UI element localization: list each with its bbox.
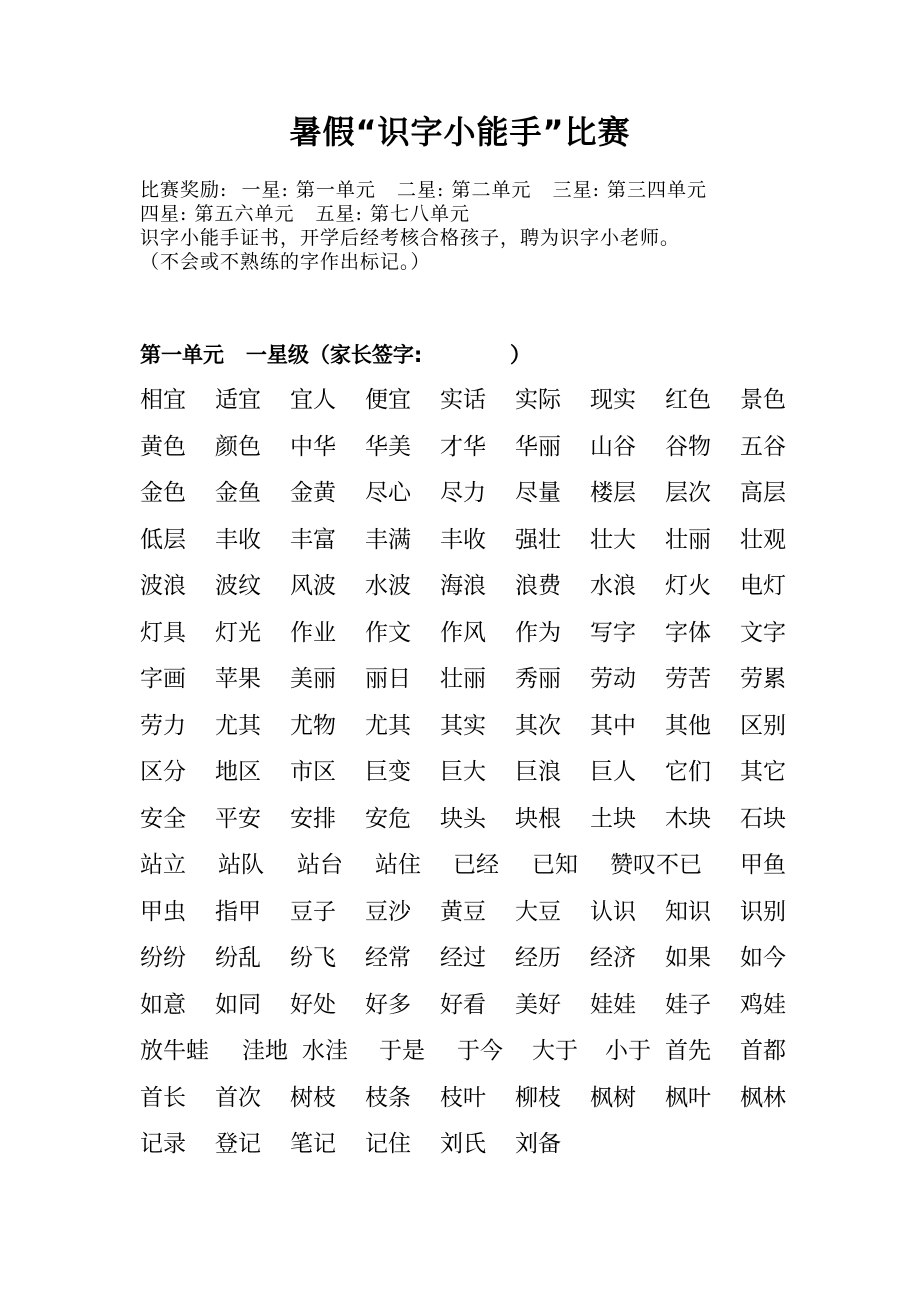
- word-row: [140, 709, 820, 756]
- word-item: 其中: [590, 712, 636, 739]
- word-item: 作为: [515, 619, 561, 646]
- word-item: 巨浪: [515, 759, 561, 785]
- word-item: 枫树: [590, 1084, 636, 1111]
- marking-instruction: （不会或不熟练的字作出标记。）: [140, 251, 431, 273]
- word-item: 洼地: [242, 1038, 288, 1064]
- word-item: 娃娃: [590, 991, 636, 1018]
- word-item: 纷纷: [140, 945, 186, 971]
- word-item: 枝叶: [440, 1084, 486, 1111]
- word-item: 于今: [457, 1038, 503, 1064]
- word-item: 其他: [665, 712, 711, 739]
- word-item: 知识: [665, 898, 711, 925]
- word-item: 谷物: [665, 433, 711, 460]
- word-item: 认识: [590, 898, 636, 925]
- word-item: 作文: [365, 619, 411, 646]
- word-item: 鸡娃: [740, 991, 786, 1018]
- word-item: 高层: [740, 480, 786, 506]
- word-item: 宜人: [290, 387, 336, 413]
- word-item: 才华: [440, 433, 486, 460]
- word-item: 尤物: [290, 712, 336, 739]
- word-item: 站队: [218, 852, 264, 878]
- word-item: 作业: [290, 619, 336, 646]
- unit-heading: 第一单元 一星级（家长签字: ）: [140, 343, 532, 367]
- word-item: 纷乱: [215, 945, 261, 971]
- word-item: 灯光: [215, 619, 261, 646]
- word-item: 美好: [515, 991, 561, 1018]
- word-item: 丰收: [440, 526, 486, 553]
- certificate-note: 识字小能手证书，开学后经考核合格孩子，聘为识字小老师。: [140, 227, 681, 249]
- word-item: 区分: [140, 759, 186, 785]
- word-item: 站立: [140, 852, 186, 878]
- word-item: 尽力: [440, 480, 486, 506]
- word-item: 字体: [665, 619, 711, 646]
- page-title: 暑假“识字小能手”比赛: [289, 113, 631, 151]
- word-item: 经过: [440, 945, 486, 971]
- word-item: 甲虫: [140, 898, 186, 925]
- word-item: 壮丽: [440, 666, 486, 692]
- word-row: [140, 848, 820, 895]
- word-item: 劳累: [740, 666, 786, 692]
- word-item: 已知: [532, 852, 578, 878]
- word-item: 丽日: [365, 666, 411, 692]
- word-item: 笔记: [290, 1131, 336, 1157]
- word-item: 识别: [740, 898, 786, 925]
- word-item: 黄色: [140, 433, 186, 460]
- word-item: 首长: [140, 1084, 186, 1111]
- word-item: 树枝: [290, 1084, 336, 1111]
- word-item: 山谷: [590, 433, 636, 460]
- word-row: [140, 430, 820, 477]
- word-item: 适宜: [215, 387, 261, 413]
- word-item: 尽量: [515, 480, 561, 506]
- word-item: 劳力: [140, 712, 186, 739]
- word-item: 中华: [290, 433, 336, 460]
- word-item: 苹果: [215, 666, 261, 692]
- word-item: 金色: [140, 480, 186, 506]
- word-item: 甲鱼: [740, 852, 786, 878]
- word-item: 于是: [379, 1038, 425, 1064]
- word-item: 美丽: [290, 666, 336, 692]
- word-item: 块根: [515, 805, 561, 832]
- word-item: 枝条: [365, 1084, 411, 1111]
- word-item: 现实: [590, 387, 636, 413]
- word-item: 丰满: [365, 526, 411, 553]
- word-item: 实际: [515, 387, 561, 413]
- word-item: 块头: [440, 805, 486, 832]
- word-item: 区别: [740, 712, 786, 739]
- word-item: 首次: [215, 1084, 261, 1111]
- word-item: 水洼: [302, 1038, 348, 1064]
- word-item: 灯火: [665, 573, 711, 599]
- word-item: 灯具: [140, 619, 186, 646]
- word-item: 水波: [365, 573, 411, 599]
- word-item: 豆沙: [365, 898, 411, 925]
- word-row: [140, 569, 820, 616]
- word-item: 壮大: [590, 526, 636, 553]
- word-item: 相宜: [140, 387, 186, 413]
- word-item: 其它: [740, 759, 786, 785]
- word-item: 安危: [365, 805, 411, 832]
- word-item: 经历: [515, 945, 561, 971]
- word-item: 好处: [290, 991, 336, 1018]
- word-item: 层次: [665, 480, 711, 506]
- word-row: [140, 802, 820, 849]
- word-item: 巨人: [590, 759, 636, 785]
- word-item: 景色: [740, 387, 786, 413]
- word-item: 楼层: [590, 480, 636, 506]
- word-row: [140, 662, 820, 709]
- word-item: 壮丽: [665, 526, 711, 553]
- reward-line-1: 比赛奖励: 一星: 第一单元 二星: 第二单元 三星: 第三四单元: [140, 179, 708, 201]
- word-item: 尤其: [215, 712, 261, 739]
- word-item: 平安: [215, 805, 261, 832]
- word-item: 黄豆: [440, 898, 486, 925]
- word-item: 枫林: [740, 1084, 786, 1111]
- word-item: 小于: [605, 1038, 651, 1064]
- word-item: 枫叶: [665, 1084, 711, 1111]
- word-item: 土块: [590, 805, 636, 832]
- word-item: 首先: [665, 1038, 711, 1064]
- word-item: 低层: [140, 526, 186, 553]
- word-item: 电灯: [740, 573, 786, 599]
- word-row: [140, 988, 820, 1035]
- word-item: 风波: [290, 573, 336, 599]
- word-item: 尤其: [365, 712, 411, 739]
- word-item: 纷飞: [290, 945, 336, 971]
- word-item: 如意: [140, 991, 186, 1018]
- word-item: 安排: [290, 805, 336, 832]
- word-item: 它们: [665, 759, 711, 785]
- word-item: 记住: [365, 1131, 411, 1157]
- word-item: 指甲: [215, 898, 261, 925]
- word-item: 强壮: [515, 526, 561, 553]
- word-item: 好多: [365, 991, 411, 1018]
- word-item: 站台: [297, 852, 343, 878]
- word-item: 水浪: [590, 573, 636, 599]
- word-item: 放牛蛙: [140, 1038, 209, 1064]
- word-item: 经济: [590, 945, 636, 971]
- word-item: 赞叹不已: [610, 852, 702, 878]
- word-item: 颜色: [215, 433, 261, 460]
- word-item: 华丽: [515, 433, 561, 460]
- word-item: 记录: [140, 1131, 186, 1157]
- word-item: 作风: [440, 619, 486, 646]
- word-item: 大于: [532, 1038, 578, 1064]
- word-row: [140, 1034, 820, 1081]
- word-item: 娃子: [665, 991, 711, 1018]
- word-item: 写字: [590, 619, 636, 646]
- word-item: 波浪: [140, 573, 186, 599]
- word-item: 豆子: [290, 898, 336, 925]
- word-item: 海浪: [440, 573, 486, 599]
- word-item: 丰收: [215, 526, 261, 553]
- word-item: 波纹: [215, 573, 261, 599]
- word-item: 红色: [665, 387, 711, 413]
- word-item: 刘备: [515, 1131, 561, 1157]
- word-row: [140, 895, 820, 942]
- word-item: 经常: [365, 945, 411, 971]
- word-item: 金黄: [290, 480, 336, 506]
- word-item: 如果: [665, 945, 711, 971]
- word-item: 五谷: [740, 433, 786, 460]
- word-item: 如今: [740, 945, 786, 971]
- word-item: 字画: [140, 666, 186, 692]
- word-item: 其次: [515, 712, 561, 739]
- word-item: 劳苦: [665, 666, 711, 692]
- word-item: 安全: [140, 805, 186, 832]
- word-item: 石块: [740, 805, 786, 832]
- word-item: 浪费: [515, 573, 561, 599]
- word-item: 华美: [365, 433, 411, 460]
- word-item: 柳枝: [515, 1084, 561, 1111]
- word-item: 秀丽: [515, 666, 561, 692]
- word-row: [140, 755, 820, 802]
- word-item: 如同: [215, 991, 261, 1018]
- word-item: 登记: [215, 1131, 261, 1157]
- word-row: [140, 941, 820, 988]
- word-item: 文字: [740, 619, 786, 646]
- word-row: [140, 383, 820, 430]
- word-item: 巨大: [440, 759, 486, 785]
- word-item: 金鱼: [215, 480, 261, 506]
- word-item: 其实: [440, 712, 486, 739]
- word-row: [140, 1081, 820, 1128]
- word-item: 巨变: [365, 759, 411, 785]
- word-item: 市区: [290, 759, 336, 785]
- word-item: 站住: [375, 852, 421, 878]
- intro-section: [140, 178, 840, 274]
- word-item: 壮观: [740, 526, 786, 553]
- word-row: [140, 1127, 820, 1174]
- word-item: 丰富: [290, 526, 336, 553]
- word-item: 已经: [453, 852, 499, 878]
- word-item: 尽心: [365, 480, 411, 506]
- word-row: [140, 616, 820, 663]
- word-item: 首都: [740, 1038, 786, 1064]
- reward-line-2: 四星: 第五六单元 五星: 第七八单元: [140, 203, 471, 225]
- word-row: [140, 523, 820, 570]
- word-list: [140, 383, 820, 1174]
- word-item: 便宜: [365, 387, 411, 413]
- word-item: 劳动: [590, 666, 636, 692]
- word-item: 刘氏: [440, 1131, 486, 1157]
- word-item: 木块: [665, 805, 711, 832]
- word-row: [140, 476, 820, 523]
- word-item: 实话: [440, 387, 486, 413]
- word-item: 地区: [215, 759, 261, 785]
- word-item: 好看: [440, 991, 486, 1018]
- word-item: 大豆: [515, 898, 561, 925]
